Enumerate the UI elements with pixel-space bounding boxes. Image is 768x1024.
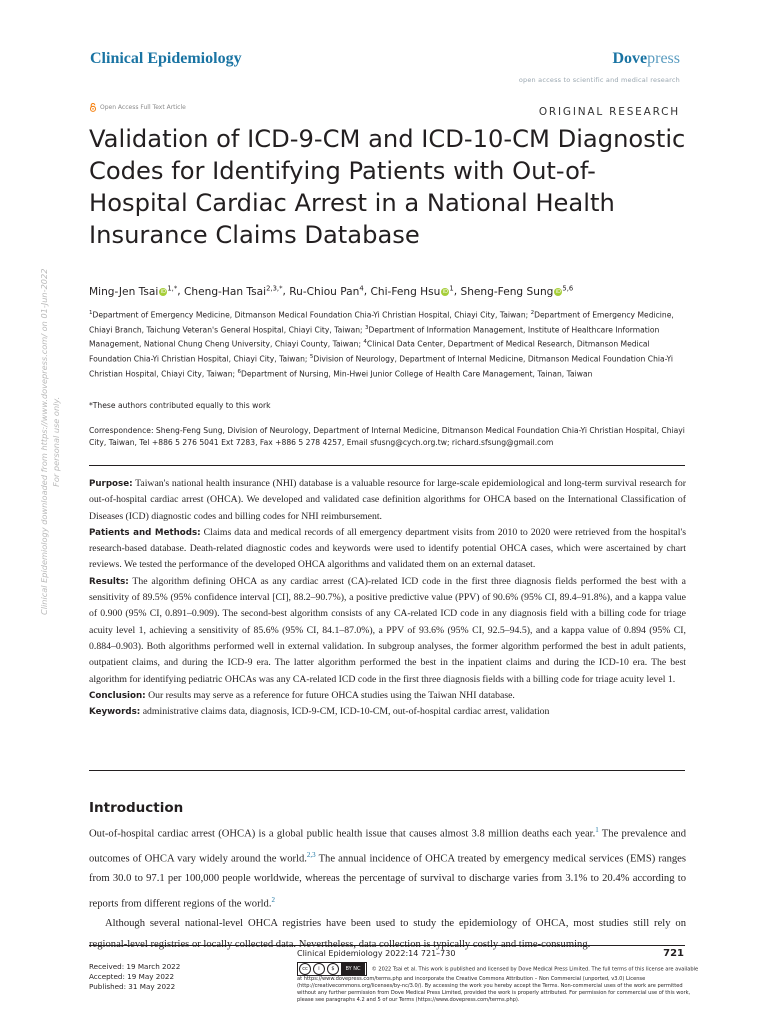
equal-contribution-note: *These authors contributed equally to this work	[89, 401, 271, 410]
affiliations	[89, 307, 689, 380]
open-access-text: Open Access Full Text Article	[100, 104, 186, 111]
affiliation-text: Division of Neurology, Department of Internal Medicine, Ditmanson Medical Foundation Chia-Yi Christian Hospital, Chiayi City, Taiwan;	[89, 354, 673, 379]
author	[289, 286, 364, 298]
author-affiliation-sup: 2,3,*	[266, 284, 283, 292]
author	[460, 286, 573, 298]
abstract-section-text: Claims data and medical records of all emergency department visits from 2010 to 2020 were retrieved from the hospital's research-based database. Death-related diagnostic codes and keywords were used to identify potential OHCA cases, which were ascertained by chart reviews. We tested the performance of the developed OHCA algorithms and validated them on an external dataset.	[89, 526, 686, 571]
intro-paragraph-1	[89, 820, 686, 914]
author-affiliation-sup: 1	[449, 284, 454, 292]
cc-icon: cc	[299, 963, 311, 975]
cc-nc-icon: $	[327, 963, 339, 975]
author	[184, 286, 282, 298]
page-number: 721	[663, 948, 684, 959]
intro-text-run: The annual incidence of OHCA treated by emergency medical services (EMS) ranges from 30.0 to 97.1 per 100,000 people worldwide, whereas the percentage of survival to discharge varies from 3.1% to 20.4% according to reports from different regions of the world.	[89, 853, 687, 910]
affiliation-number: 2	[530, 310, 535, 316]
author-name: Ru-Chiou Pan	[289, 285, 360, 298]
intro-paragraph-2: Although several national-level OHCA registries have been used to study the epidemiology of OHCA, most studies still rely on	[105, 918, 686, 930]
author-name: Chi-Feng Hsu	[370, 285, 441, 298]
journal-name: Clinical Epidemiology	[90, 50, 242, 67]
abstract-section	[89, 525, 686, 574]
author	[89, 286, 177, 298]
affiliation-number: 6	[237, 368, 241, 375]
accepted-date: Accepted: 19 May 2022	[89, 972, 175, 981]
abstract-section	[89, 688, 686, 704]
abstract	[89, 476, 686, 720]
watermark-line-2: For personal use only.	[51, 396, 61, 487]
cc-label: BY NC	[341, 963, 365, 975]
affiliation-text: Department of Emergency Medicine, Ditmanson Medical Foundation Chia-Yi Christian Hospital, Chiayi City, Taiwan;	[92, 310, 531, 320]
author-name: Cheng-Han Tsai	[183, 285, 267, 298]
citation: Clinical Epidemiology 2022:14 721–730	[297, 949, 456, 958]
publication-dates	[89, 962, 180, 992]
cc-by-icon: i	[313, 963, 325, 975]
affiliation-number: 1	[89, 310, 93, 316]
orcid-icon[interactable]: iD	[160, 288, 166, 295]
publisher-tagline: open access to scientific and medical research	[518, 76, 680, 84]
author-list: Ming-Jen Tsai $iD^{1,*}$, Cheng-Han Tsai$^{2,3,*}$, Ru-Chiou Pan$^4$, Chi-Feng Hsu $iD^1$, Sheng-Feng Sung iD$^{5,6}$	[89, 284, 574, 298]
author-affiliation-sup: 4	[359, 284, 364, 292]
footer-rule	[89, 945, 685, 946]
creative-commons-badge[interactable]	[297, 962, 367, 976]
section-heading-introduction: Introduction	[89, 800, 184, 816]
abstract-section-label: Keywords:	[89, 707, 141, 718]
abstract-section-label: Results:	[89, 576, 129, 587]
introduction-body	[89, 820, 686, 955]
abstract-section-label: Conclusion:	[89, 690, 146, 701]
license-text-block	[297, 962, 701, 1004]
abstract-section-label: Purpose:	[89, 479, 133, 489]
author-name: Ming-Jen Tsai	[89, 285, 159, 298]
affiliation-number: 5	[309, 353, 314, 360]
orcid-icon[interactable]: iD	[442, 288, 449, 295]
author-affiliation-sup: 1,*	[167, 284, 178, 292]
open-access-icon	[89, 103, 97, 112]
abstract-section-text: administrative claims data, diagnosis, ICD-9-CM, ICD-10-CM, out-of-hospital cardiac arrest, validation	[140, 706, 550, 718]
author-affiliation-sup: 5,6	[562, 284, 574, 292]
publisher-logo	[612, 50, 680, 68]
intro-text-run: Out-of-hospital cardiac arrest (OHCA) is a global public health issue that causes almost 3.8 million deaths each year.	[89, 828, 596, 840]
affiliation-text: Department of Emergency Medicine, Chiayi Branch, Taichung Veteran's General Hospital, Chiayi City, Taiwan;	[89, 310, 674, 335]
article-type: ORIGINAL RESEARCH	[538, 106, 680, 118]
correspondence: Correspondence: Sheng-Feng Sung, Division of Neurology, Department of Internal Medicine, Ditmanson Medical Foundation Chia-Yi Christian Hospital, Chiayi City, Taiwan, Tel +886 5 276 5041 Ext 7283, Fax +886 5 278 4257, Email sfusng@cych.org.tw; richard.sfsung@gmail.com	[89, 426, 685, 447]
affiliation-text: Clinical Data Center, Department of Medical Research, Ditmanson Medical Foundation Chia-Yi Christian Hospital, Chiayi City, Taiwan;	[89, 339, 650, 364]
watermark-line-1: Clinical Epidemiology downloaded from https://www.dovepress.com/ on 01-Jun-2022	[39, 268, 49, 615]
abstract-section-text: Taiwan's national health insurance (NHI) database is a valuable resource for large-scale epidemiological and long-term survival research for out-of-hospital cardiac arrest (OHCA). We developed and validated case definition algorithms for OHCA based on the International Classification of Diseases (ICD) diagnostic codes and billing codes for NHI reimbursement.	[89, 478, 686, 522]
affiliation-number: 3	[365, 324, 369, 331]
citation-link[interactable]: 2,3	[306, 850, 316, 859]
paper-title: Validation of ICD-9-CM and ICD-10-CM Diagnostic Codes for Identifying Patients with Out-of-Hospital Cardiac Arrest in a National Health Insurance Claims Database	[89, 125, 686, 249]
affiliation-number: 4	[363, 339, 367, 346]
abstract-bottom-rule	[89, 770, 685, 771]
affiliation-text: Department of Information Management, Institute of Healthcare Information Management, National Chung Cheng University, Chiayi County, Taiwan;	[89, 325, 660, 349]
affiliation-text: Department of Nursing, Min-Hwei Junior College of Health Care Management, Tainan, Taiwan	[240, 369, 593, 379]
citation-link[interactable]: 2	[271, 895, 275, 904]
abstract-section-text: Our results may serve as a reference for future OHCA studies using the Taiwan NHI database.	[145, 689, 515, 701]
abstract-section	[89, 574, 686, 688]
orcid-icon[interactable]: iD	[555, 288, 562, 295]
download-watermark	[38, 269, 62, 615]
publisher-name-bold: Dove	[612, 50, 648, 67]
license-text: © 2022 Tsai et al. This work is published and licensed by Dove Medical Press Limited. The full terms of this license are available at https://www.dovepress.com/terms.php and incorporate the Creative Commons Attribution – Non Commercial (unported, v3.0) License (http://creativecommons.org/licenses/by-nc/3.0/). By accessing the work you hereby accept the Terms. Non-commercial uses of the work are permitted without any further permission from Dove Medical Press Limited, provided the work is properly attributed. For permission for commercial use of this work, please see paragraphs 4.2 and 5 of our Terms (https://www.dovepress.com/terms.php).	[297, 966, 699, 1004]
intro-text-run: The prevalence and outcomes of OHCA vary widely around the world.	[89, 828, 686, 865]
abstract-section	[89, 704, 686, 720]
author-name: Sheng-Feng Sung	[460, 285, 554, 298]
citation-link[interactable]: 1	[595, 826, 599, 834]
publisher-name-light: press	[647, 50, 680, 67]
abstract-section-text: The algorithm defining OHCA as any cardiac arrest (CA)-related ICD code in the first three diagnosis fields performed the best with a sensitivity of 89.5% (95% confidence interval [CI], 88.2–90.7%), a positive predictive value (PPV) of 90.6% (95% CI, 89.4–91.8%), and a kappa value of 0.900 (95% CI, 0.891–0.909). The second-best algorithm consists of any CA-related ICD code in any diagnosis field with a billing code for triage acuity level 1, achieving a sensitivity of 85.6% (95% CI, 84.1–87.0%), a PPV of 93.6% (95% CI, 92.5–94.5), and a kappa value of 0.894 (95% CI, 0.884–0.903). Both algorithms performed well in external validation. In subgroup analyses, the former algorithm performed the best in adult patients, outpatient claims, and during the ICD-9 era. The latter algorithm performed the best in the inpatient claims and during the ICD-10 era. The best algorithm for identifying pediatric OHCAs was any CA-related ICD code in the first three diagnosis fields with a billing code for triage acuity level 1.	[89, 575, 686, 685]
author	[370, 286, 453, 298]
received-date: Received: 19 March 2022	[89, 962, 181, 971]
published-date: Published: 31 May 2022	[89, 982, 176, 991]
abstract-section-label: Patients and Methods:	[89, 527, 201, 538]
abstract-top-rule	[89, 465, 685, 466]
abstract-section	[89, 476, 686, 525]
open-access-label	[89, 103, 186, 112]
